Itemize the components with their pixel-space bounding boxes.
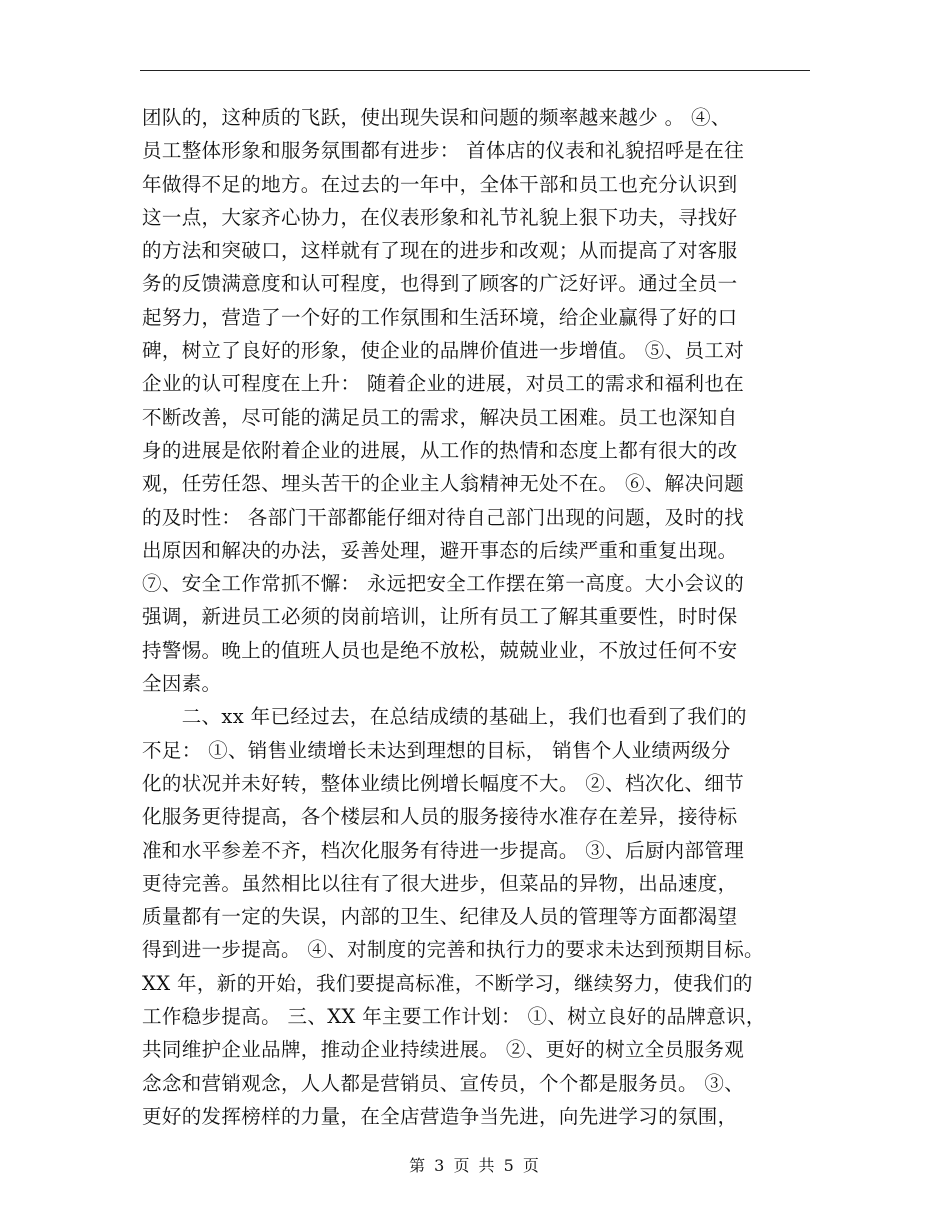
text-line: 化服务更待提高，各个楼层和人员的服务接待水准存在差异，接待标 [142,805,738,829]
page-number-footer: 第 3 页 共 5 页 [409,1156,541,1175]
text-line: 共同维护企业品牌，推动企业持续进展。 ②、更好的树立全员服务观 [142,1038,745,1062]
text-line: 更待完善。虽然相比以往有了很大进步，但菜品的异物，出品速度， [142,871,738,895]
text-line: 出原因和解决的办法，妥善处理，避开事态的后续严重和重复出现。 [142,538,738,562]
text-line: XX 年，新的开始，我们要提高标准，不断学习，继续努力，使我们的 [142,971,753,995]
text-line: 的方法和突破口，这样就有了现在的进步和改观；从而提高了对客服 [142,239,738,263]
text-line: 这一点，大家齐心协力，在仪表形象和礼节礼貌上狠下功夫，寻找好 [142,205,738,229]
text-line: 的及时性： 各部门干部都能仔细对待自己部门出现的问题，及时的找 [142,505,745,529]
text-line: 年做得不足的地方。在过去的一年中，全体干部和员工也充分认识到 [142,172,738,196]
text-line: 二、xx 年已经过去，在总结成绩的基础上，我们也看到了我们的 [142,705,747,729]
document-body [142,101,822,1133]
text-line: 不足： ①、销售业绩增长未达到理想的目标， 销售个人业绩两级分 [142,738,731,762]
text-line: 起努力，营造了一个好的工作氛围和生活环境，给企业赢得了好的口 [142,305,738,329]
text-line: 企业的认可程度在上升： 随着企业的进展，对员工的需求和福利也在 [142,372,745,396]
text-line: 得到进一步提高。 ④、对制度的完善和执行力的要求未达到预期目标。 [142,938,764,962]
text-line: 务的反馈满意度和认可程度，也得到了顾客的广泛好评。通过全员一 [142,272,738,296]
text-line: 观，任劳任怨、埋头苦干的企业主人翁精神无处不在。 ⑥、解决问题 [142,472,745,496]
text-line: 碑，树立了良好的形象，使企业的品牌价值进一步增值。 ⑤、员工对 [142,339,745,363]
text-line: 不断改善，尽可能的满足员工的需求，解决员工困难。员工也深知自 [142,405,738,429]
text-line: 化的状况并未好转，整体业绩比例增长幅度不大。 ②、档次化、细节 [142,771,745,795]
text-line: ⑦、安全工作常抓不懈： 永远把安全工作摆在第一高度。大小会议的 [142,572,745,596]
text-line: 强调，新进员工必须的岗前培训，让所有员工了解其重要性，时时保 [142,605,738,629]
text-line: 工作稳步提高。 三、XX 年主要工作计划： ①、树立良好的品牌意识， [142,1005,766,1029]
text-line: 全因素。 [142,672,222,696]
text-line: 念念和营销观念，人人都是营销员、宣传员，个个都是服务员。 ③、 [142,1071,745,1095]
text-line: 准和水平参差不齐，档次化服务有待进一步提高。 ③、后厨内部管理 [142,838,745,862]
text-line: 质量都有一定的失误，内部的卫生、纪律及人员的管理等方面都渴望 [142,905,738,929]
text-line: 更好的发挥榜样的力量，在全店营造争当先进，向先进学习的氛围， [142,1104,738,1128]
text-line: 持警惕。晚上的值班人员也是绝不放松，兢兢业业，不放过任何不安 [142,638,738,662]
text-line: 团队的，这种质的飞跃，使出现失误和问题的频率越来越少 。 ④、 [142,106,731,129]
header-rule [140,70,810,71]
text-line: 员工整体形象和服务氛围都有进步： 首体店的仪表和礼貌招呼是在往 [142,139,745,163]
text-line: 身的进展是依附着企业的进展，从工作的热情和态度上都有很大的改 [142,438,738,462]
